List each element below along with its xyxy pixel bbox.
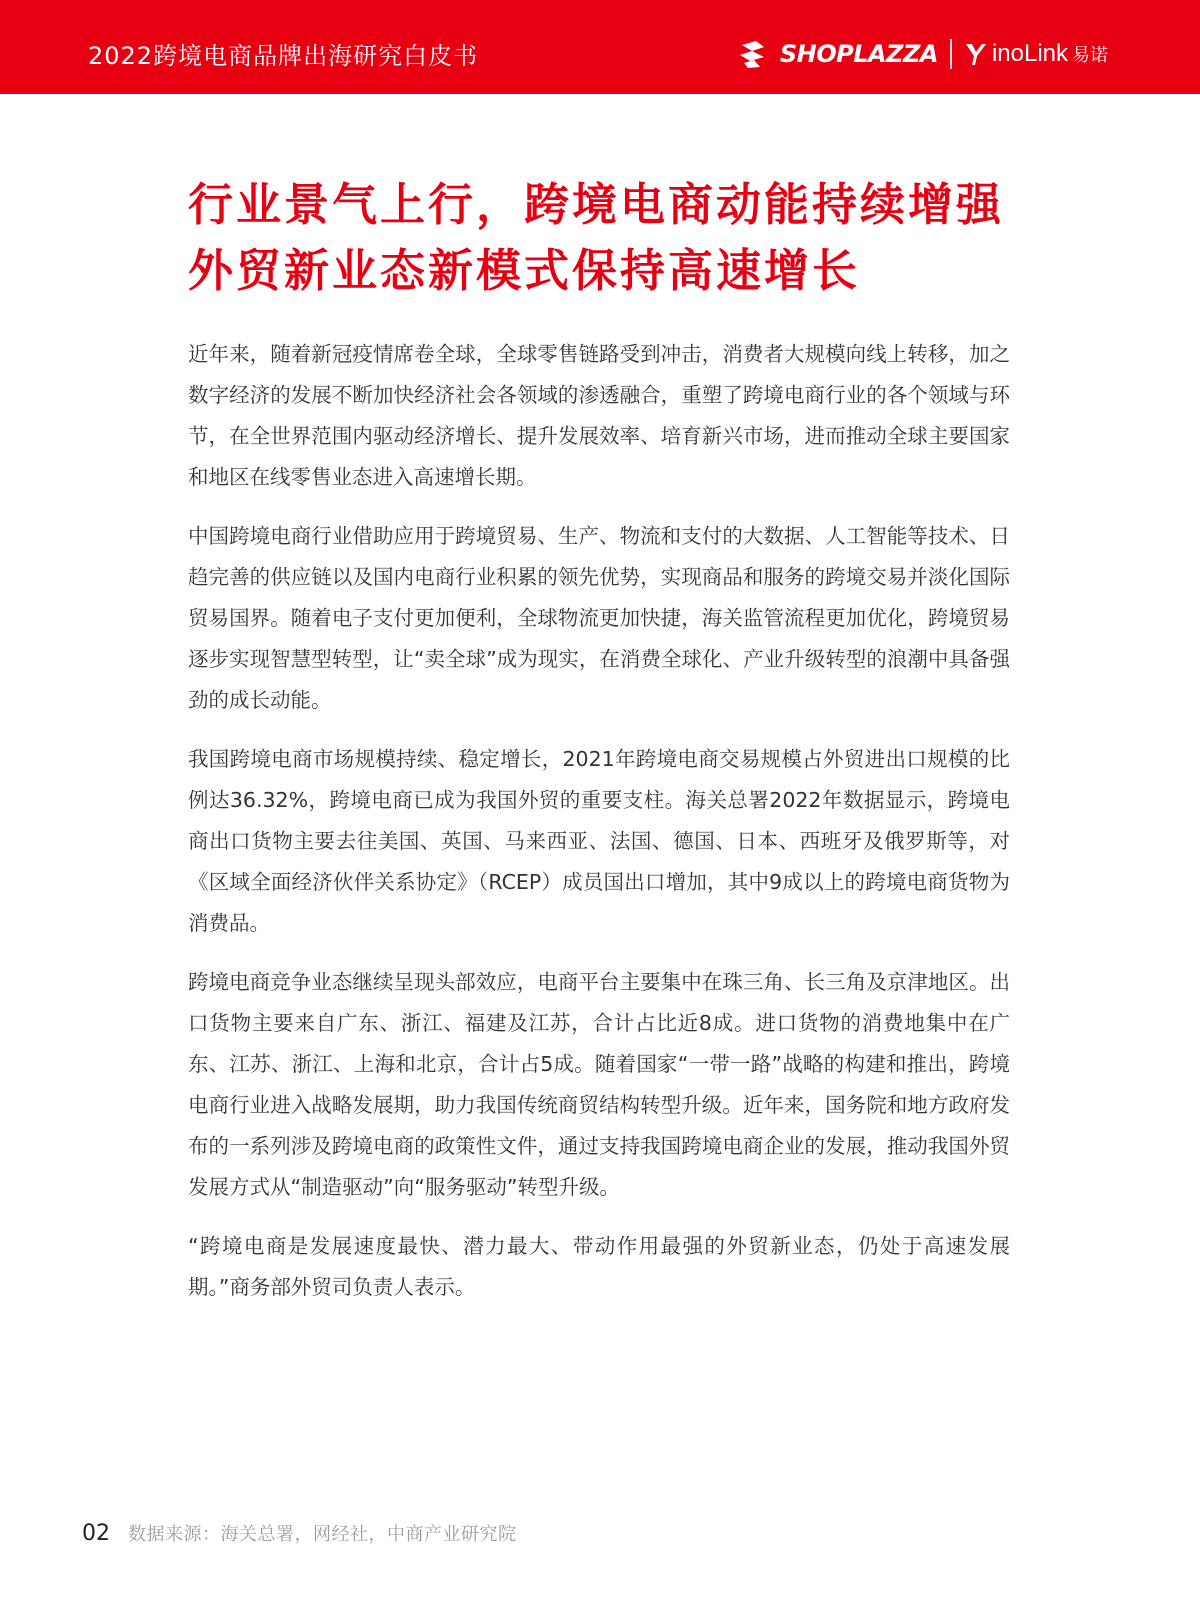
report-title: 2022跨境电商品牌出海研究白皮书 [88,42,479,70]
data-source-note: 数据来源：海关总署，网经社，中商产业研究院 [128,1524,517,1545]
yinolink-wordmark: inoLink [991,40,1068,67]
paragraph: 近年来，随着新冠疫情席卷全球，全球零售链路受到冲击，消费者大规模向线上转移，加之数字经济的发展不断加快经济社会各领域的渗透融合，重塑了跨境电商行业的各个领域与环节，在全世界范围内驱动经济增长、提升发展效率、培育新兴市场，进而推动全球主要国家和地区在线零售业态进入高速增长期。 [188,342,1010,489]
page-footer [82,1520,517,1546]
article-body [188,334,1010,1326]
paragraph: “跨境电商是发展速度最快、潜力最大、带动作用最强的外贸新业态，仍处于高速发展期。”商务部外贸司负责人表示。 [188,1234,1010,1299]
shoplazza-logo-icon [738,39,768,69]
shoplazza-wordmark: SHOPLAZZA [779,40,938,68]
paragraph: 跨境电商竞争业态继续呈现头部效应，电商平台主要集中在珠三角、长三角及京津地区。出口货物主要来自广东、浙江、福建及江苏，合计占比近8成。进口货物的消费地集中在广东、江苏、浙江、上海和北京，合计占5成。随着国家“一带一路”战略的构建和推出，跨境电商行业进入战略发展期，助力我国传统商贸结构转型升级。近年来，国务院和地方政府发布的一系列涉及跨境电商的政策性文件，通过支持我国跨境电商企业的发展，推动我国外贸发展方式从“制造驱动”向“服务驱动”转型升级。 [188,970,1010,1199]
headline-line-2: 外贸新业态新模式保持高速增长 [188,244,861,297]
brand-divider [950,39,952,69]
headline-line-1: 行业景气上行，跨境电商动能持续增强 [188,178,1005,231]
yinolink-logo [964,40,1108,68]
page-number: 02 [82,1521,110,1546]
yinolink-cn-label: 易诺 [1072,45,1108,66]
page-headline [188,172,1048,304]
page-header [0,0,1200,94]
paragraph: 中国跨境电商行业借助应用于跨境贸易、生产、物流和支付的大数据、人工智能等技术、日趋完善的供应链以及国内电商行业积累的领先优势，实现商品和服务的跨境交易并淡化国际贸易国界。随着电子支付更加便利，全球物流更加快捷，海关监管流程更加优化，跨境贸易逐步实现智慧型转型，让“卖全球”成为现实，在消费全球化、产业升级转型的浪潮中具备强劲的成长动能。 [188,524,1010,712]
yinolink-y-icon [964,42,988,66]
paragraph: 我国跨境电商市场规模持续、稳定增长，2021年跨境电商交易规模占外贸进出口规模的比例达36.32%，跨境电商已成为我国外贸的重要支柱。海关总署2022年数据显示，跨境电商出口货物主要去往美国、英国、马来西亚、法国、德国、日本、西班牙及俄罗斯等，对《区域全面经济伙伴关系协定》（RCEP）成员国出口增加，其中9成以上的跨境电商货物为消费品。 [188,747,1010,935]
brand-logos [738,34,1108,74]
